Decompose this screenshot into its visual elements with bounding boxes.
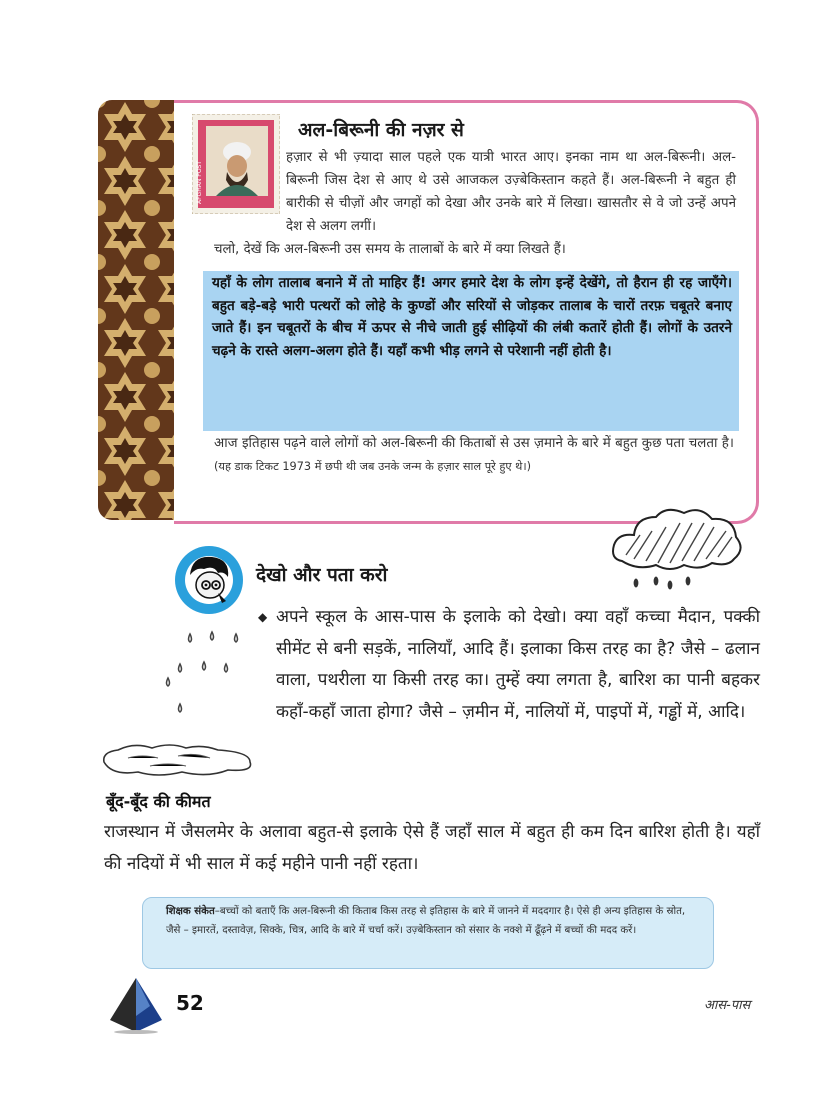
observer-character-icon (174, 545, 244, 615)
teacher-note-label: शिक्षक संकेत (166, 906, 215, 917)
tile-pattern-image (98, 100, 178, 520)
stamp-note: (यह डाक टिकट 1973 में छपी थी जब उनके जन्म के हज़ार साल पूरे हुए थे।) (214, 460, 532, 473)
stamp-text: AFGHAN POST (196, 160, 203, 204)
rain-drops-icon (150, 620, 260, 730)
observe-activity-text: अपने स्कूल के आस-पास के इलाके को देखो। क्या वहाँ कच्चा मैदान, पक्की सीमेंट से बनी सड़कें, नालियाँ, आदि हैं। इलाका किस तरह का है? जैसे – ढलान वाला, पथरीला या किसी तरह का। तुम्हें क्या लगता है, बारिश का पानी बहकर कहाँ-कहाँ जाता होगा? जैसे – ज़मीन में, नालियों में, पाइपों में, गड्ढों में, आदि। (276, 607, 760, 722)
pyramid-icon (106, 976, 166, 1034)
bullet-icon: ◆ (258, 610, 268, 624)
teacher-note (166, 903, 696, 940)
section-heading: देखो और पता करो (256, 564, 388, 586)
box-intro-tail: चलो, देखें कि अल-बिरूनी उस समय के तालाबों के बारे में क्या लिखते हैं। (214, 242, 566, 257)
rain-cloud-icon (608, 505, 744, 597)
box-closing-main: आज इतिहास पढ़ने वाले लोगों को अल-बिरूनी की किताबों से उस ज़माने के बारे में बहुत कुछ पता चलता है। (214, 436, 734, 451)
puddle-icon (98, 736, 258, 780)
box-intro-text: हज़ार से भी ज़्यादा साल पहले एक यात्री भारत आए। इनका नाम था अल-बिरूनी। अल-बिरूनी जिस देश से आए थे उसे आजकल उज़्बेकिस्तान कहते हैं। अल-बिरूनी ने बहुत ही बारीकी से चीज़ों और जगहों को देखा और उनके बारे में लिखा। खासतौर से वे जो उन्हें अपने देश से अलग लगीं। (286, 150, 736, 234)
value-section-heading: बूँद-बूँद की कीमत (106, 792, 211, 811)
al-biruni-stamp-image (192, 114, 280, 214)
al-biruni-quote: यहाँ के लोग तालाब बनाने में तो माहिर हैं! अगर हमारे देश के लोग इन्हें देखेंगे, तो हैरान ही रह जाएँगे। बहुत बड़े-बड़े भारी पत्थरों को लोहे के कुण्डों और सरियों से जोड़कर तालाब के चारों तरफ़ चबूतरे बनाए जाते हैं। इन चबूतरों के बीच में ऊपर से नीचे जाती हुई सीढ़ियों की लंबी कतारें होती हैं। लोगों के उतरने चढ़ने के रास्ते अलग-अलग होते हैं। यहाँ कभी भीड़ लगने से परेशानी नहीं होती है। (212, 275, 732, 359)
book-title: आस-पास (704, 998, 751, 1013)
box-closing-text (214, 432, 734, 478)
page-number: 52 (176, 991, 204, 1015)
value-section-paragraph: राजस्थान में जैसलमेर के अलावा बहुत-से इलाके ऐसे हैं जहाँ साल में बहुत ही कम दिन बारिश होती है। यहाँ की नदियों में भी साल में कई महीने पानी नहीं रहता। (104, 822, 760, 874)
box-title: अल-बिरूनी की नज़र से (298, 119, 464, 141)
teacher-note-text: –बच्चों को बताएँ कि अल-बिरूनी की किताब किस तरह से इतिहास के बारे में जानने में मददगार है। ऐसे ही अन्य इतिहास के स्रोत, जैसे – इमारतें, दस्तावेज़, सिक्के, चित्र, आदि के बारे में चर्चा करें। उज़्बेकिस्तान को संसार के नक्शे में ढूँढ़ने में बच्चों की मदद करें। (166, 906, 686, 936)
